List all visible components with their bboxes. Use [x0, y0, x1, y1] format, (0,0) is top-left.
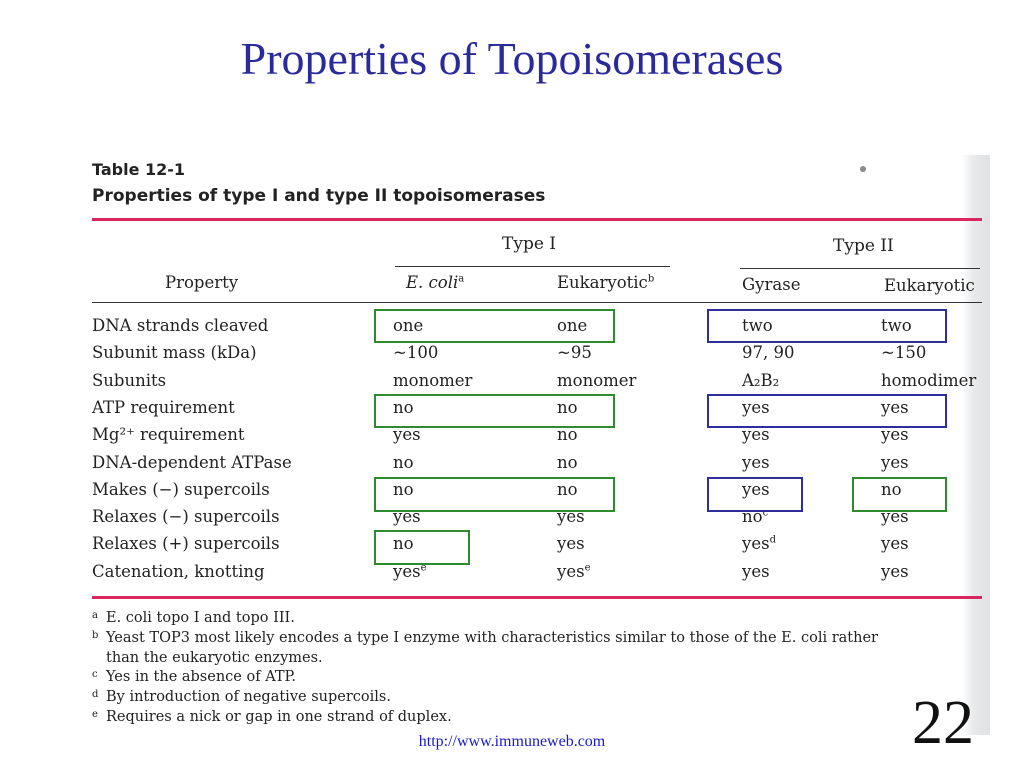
- table-cell-euk1: yes$^e$: [557, 561, 591, 581]
- table-cell-euk2: yes: [881, 561, 909, 581]
- table-cell-property: Mg²⁺ requirement: [92, 425, 245, 445]
- source-url-link[interactable]: http://www.immuneweb.com: [418, 733, 606, 750]
- table-cell-euk1: yes: [557, 507, 585, 527]
- table-cell-gyrase: 97, 90: [742, 343, 795, 363]
- table-cell-euk1: no: [557, 479, 578, 499]
- top-rule: [92, 218, 982, 221]
- table-cell-euk2: yes: [881, 452, 909, 472]
- table-cell-euk2: two: [881, 316, 912, 335]
- highlight-box-green: [852, 477, 947, 512]
- table-cell-property: Relaxes (+) supercoils: [92, 534, 280, 554]
- table-cell-euk1: ~95: [557, 343, 592, 363]
- footnote-mark: b: [92, 629, 99, 641]
- table-cell-property: Makes (−) supercoils: [92, 479, 270, 499]
- table-cell-ecoli: yes: [393, 425, 421, 445]
- footnote-text: Requires a nick or gap in one strand of duplex.: [106, 709, 452, 725]
- table-cell-euk2: homodimer: [881, 370, 977, 390]
- table-cell-gyrase: yes: [742, 397, 770, 417]
- table-cell-ecoli: no: [393, 397, 414, 417]
- table-cell-ecoli: no: [393, 452, 414, 472]
- page-edge-shadow: [962, 155, 990, 735]
- highlight-box-green: [374, 309, 615, 343]
- table-cell-gyrase: A₂B₂: [742, 370, 780, 390]
- table-cell-property: Relaxes (−) supercoils: [92, 507, 280, 527]
- footnote: [92, 630, 878, 646]
- footnote: [92, 709, 452, 725]
- col-header-gyrase: Gyrase: [742, 275, 801, 294]
- table-cell-euk1: no: [557, 425, 578, 445]
- table-cell-gyrase: yes: [742, 452, 770, 472]
- col-header-ecoli: E. coli$^a$: [406, 273, 465, 292]
- table-cell-gyrase: $no^c$: [742, 507, 769, 527]
- footnote-mark: a: [92, 610, 98, 621]
- highlight-box-blue: [707, 394, 947, 428]
- highlight-box-blue: [707, 477, 803, 512]
- table-cell-ecoli: no: [393, 534, 414, 554]
- table-cell-gyrase: yes: [742, 561, 770, 581]
- table-cell-property: Subunits: [92, 370, 167, 390]
- footnote-text: Yeast TOP3 most likely encodes a type I enzyme with characteristics similar to those of the E. coli rather: [106, 629, 878, 646]
- table-cell-euk1: no: [557, 452, 578, 472]
- bottom-rule: [92, 596, 982, 599]
- highlight-box-green: [374, 394, 615, 428]
- footnote: [92, 669, 296, 685]
- table-cell-property: Subunit mass (kDa): [92, 343, 257, 363]
- col-header-eukaryotic-type-i: Eukaryotic$^b$: [557, 273, 655, 292]
- table-cell-ecoli: yes$^e$: [393, 561, 427, 581]
- header-rule: [92, 302, 982, 303]
- table-cell-euk2: yes: [881, 397, 909, 417]
- table-cell-property: DNA strands cleaved: [92, 316, 269, 335]
- table-cell-gyrase: two: [742, 316, 773, 335]
- footnote: [92, 610, 295, 626]
- table-cell-gyrase: yes$^d$: [742, 534, 776, 554]
- footnote-text: than the eukaryotic enzymes.: [106, 649, 323, 666]
- highlight-box-green: [374, 477, 615, 512]
- col-header-eukaryotic-type-ii: Eukaryotic: [884, 276, 975, 295]
- table-cell-ecoli: one: [393, 316, 424, 335]
- table-cell-euk1: no: [557, 397, 578, 417]
- table-cell-euk2: no: [881, 479, 902, 499]
- table-cell-property: Catenation, knotting: [92, 561, 265, 581]
- type-i-rule: [395, 266, 670, 267]
- table-cell-ecoli: ~100: [393, 343, 439, 363]
- group-header-type-ii: Type II: [833, 236, 894, 256]
- scan-speck: [860, 166, 866, 172]
- table-cell-euk1: monomer: [557, 370, 637, 390]
- table-cell-euk2: yes: [881, 507, 909, 527]
- table-cell-euk1: yes: [557, 534, 585, 554]
- footnote-text: By introduction of negative supercoils.: [106, 689, 391, 706]
- footnote-mark: c: [92, 669, 98, 681]
- highlight-box-green: [374, 530, 470, 565]
- table-cell-ecoli: monomer: [393, 370, 473, 390]
- footnote-mark: e: [92, 709, 98, 720]
- table-cell-euk2: ~150: [881, 343, 927, 363]
- type-ii-rule: [740, 268, 980, 269]
- slide-title: Properties of Topoisomerases: [240, 33, 784, 84]
- page-number: 22: [912, 689, 974, 757]
- footnote-text: E. coli topo I and topo III.: [106, 610, 295, 626]
- table-caption: Properties of type I and type II topoisomerases: [92, 186, 546, 206]
- col-header-property: Property: [165, 273, 239, 292]
- table-cell-ecoli: yes: [393, 507, 421, 527]
- table-cell-ecoli: no: [393, 479, 414, 499]
- table-cell-gyrase: yes: [742, 425, 770, 445]
- table-number: Table 12-1: [92, 160, 186, 179]
- highlight-box-blue: [707, 309, 947, 343]
- table-cell-euk1: one: [557, 316, 588, 335]
- footnote-mark: d: [92, 689, 99, 701]
- group-header-type-i: Type I: [502, 234, 557, 254]
- table-cell-property: ATP requirement: [92, 397, 235, 417]
- footnote-text: Yes in the absence of ATP.: [106, 669, 296, 686]
- table-cell-euk2: yes: [881, 534, 909, 554]
- footnote: [92, 650, 323, 666]
- footnote: [92, 689, 391, 705]
- table-cell-euk2: yes: [881, 425, 909, 445]
- table-cell-gyrase: yes: [742, 479, 770, 499]
- table-cell-property: DNA-dependent ATPase: [92, 452, 292, 472]
